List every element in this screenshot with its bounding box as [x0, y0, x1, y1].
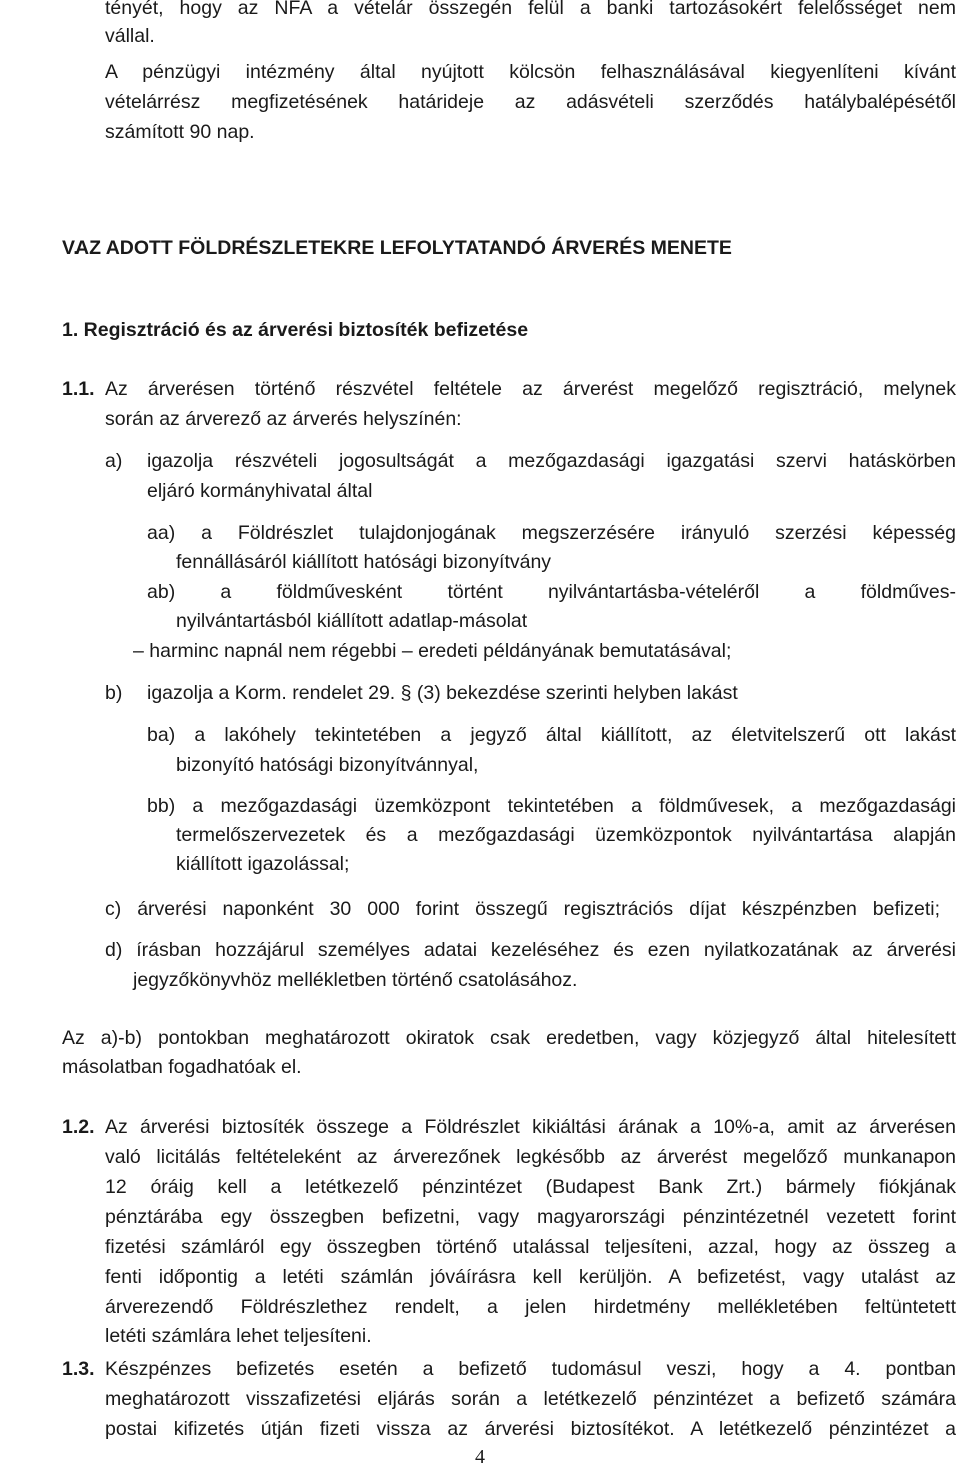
item-bb-line-1: bb) a mezőgazdasági üzemközpont tekintetében a földművesek, a mezőgazdasági	[147, 795, 956, 817]
item-b-marker: b)	[105, 682, 123, 704]
p12-line-2: való licitálás feltételeként az árverezőnek legkésőbb az árverést megelőző munkanapon	[105, 1146, 956, 1168]
item-ba-line-1: ba) a lakóhely tekintetében a jegyző által kiállított, az életvitelszerű ott lakást	[147, 724, 956, 746]
item-d-line-1: d) írásban hozzájárul személyes adatai kezeléséhez és ezen nyilatkozatának az árverési	[105, 939, 956, 961]
item-a-marker: a)	[105, 450, 123, 472]
item-bb-line-2: termelőszervezetek és a mezőgazdasági üzemközpontok nyilvántartása alapján	[176, 824, 956, 846]
p12-line-5: fizetési számláról egy összegben történő utalással teljesíteni, azzal, hogy az összeg a	[105, 1236, 956, 1258]
p12-line-1: Az árverési biztosíték összege a Földrészlet kikiáltási árának a 10%-a, amit az árverésen	[105, 1116, 956, 1138]
p12-line-8: letéti számlára lehet teljesíteni.	[105, 1325, 372, 1347]
page-number: 4	[475, 1446, 485, 1468]
p13-line-3: postai kifizetés útján fizeti vissza az árverési biztosítékot. A letétkezelő pénzintézet a	[105, 1418, 956, 1440]
item-bb-line-3: kiállított igazolással;	[176, 853, 350, 875]
item-aa-line-1: aa) a Földrészlet tulajdonjogának megszerzésére irányuló szerzési képesség	[147, 522, 956, 544]
p13-line-2: meghatározott visszafizetési eljárás során a letétkezelő pénzintézet a befizető számára	[105, 1388, 956, 1410]
dash-line: – harminc napnál nem régebbi – eredeti példányának bemutatásával;	[133, 640, 732, 662]
item-b-line-1: igazolja a Korm. rendelet 29. § (3) bekezdése szerinti helyben lakást	[147, 682, 738, 704]
intro-line-5: számított 90 nap.	[105, 121, 255, 143]
p11-line-2: során az árverező az árverés helyszínén:	[105, 408, 462, 430]
subsection-title: 1. Regisztráció és az árverési biztosíték befizetése	[62, 319, 529, 341]
item-aa-line-2: fennállásáról kiállított hatósági bizonyítvány	[176, 551, 552, 573]
p12-line-6: fenti időpontig a letéti számlán jóváírásra kell kerüljön. A befizetést, vagy utalást az	[105, 1266, 956, 1288]
paragraph-number-1-1: 1.1.	[62, 378, 95, 400]
intro-line-1: tényét, hogy az NFA a vételár összegén felül a banki tartozásokért felelősséget nem	[105, 0, 956, 19]
item-a-line-1: igazolja részvételi jogosultságát a mezőgazdasági igazgatási szervi hatáskörben	[147, 450, 956, 472]
item-ba-line-2: bizonyító hatósági bizonyítvánnyal,	[176, 754, 479, 776]
p12-line-7: árverezendő Földrészlethez rendelt, a jelen hirdetmény mellékletében feltüntetett	[105, 1296, 956, 1318]
note-line-1: Az a)-b) pontokban meghatározott okiratok csak eredetben, vagy közjegyző által hitelesített	[62, 1027, 956, 1049]
item-c-line: c) árverési naponként 30 000 forint összegű regisztrációs díjat készpénzben befizeti;	[105, 898, 940, 920]
p12-line-4: pénztárába egy összegben befizetni, vagy magyarországi pénzintézetnél vezetett forint	[105, 1206, 956, 1228]
item-a-line-2: eljáró kormányhivatal által	[147, 480, 373, 502]
intro-line-4: vételárrész megfizetésének határideje az adásvételi szerződés hatálybalépésétől	[105, 91, 956, 113]
p13-line-1: Készpénzes befizetés esetén a befizető tudomásul veszi, hogy a 4. pontban	[105, 1358, 956, 1380]
intro-line-2: vállal.	[105, 25, 155, 47]
paragraph-number-1-2: 1.2.	[62, 1116, 95, 1138]
note-line-2: másolatban fogadhatóak el.	[62, 1056, 302, 1078]
item-ab-line-2: nyilvántartásból kiállított adatlap-másolat	[176, 610, 528, 632]
p12-line-3: 12 óráig kell a letétkezelő pénzintézet (Budapest Bank Zrt.) bármely fiókjának	[105, 1176, 956, 1198]
section-number: V.	[62, 237, 79, 259]
item-ab-line-1: ab) a földművesként történt nyilvántartásba-vételéről a földműves-	[147, 581, 956, 603]
item-d-line-2: jegyzőkönyvhöz mellékletben történő csatolásához.	[133, 969, 578, 991]
paragraph-number-1-3: 1.3.	[62, 1358, 95, 1380]
p11-line-1: Az árverésen történő részvétel feltétele az árverést megelőző regisztráció, melynek	[105, 378, 956, 400]
intro-line-3: A pénzügyi intézmény által nyújtott kölcsön felhasználásával kiegyenlíteni kívánt	[105, 61, 956, 83]
section-title: AZ ADOTT FÖLDRÉSZLETEKRE LEFOLYTATANDÓ ÁRVERÉS MENETE	[75, 237, 732, 259]
